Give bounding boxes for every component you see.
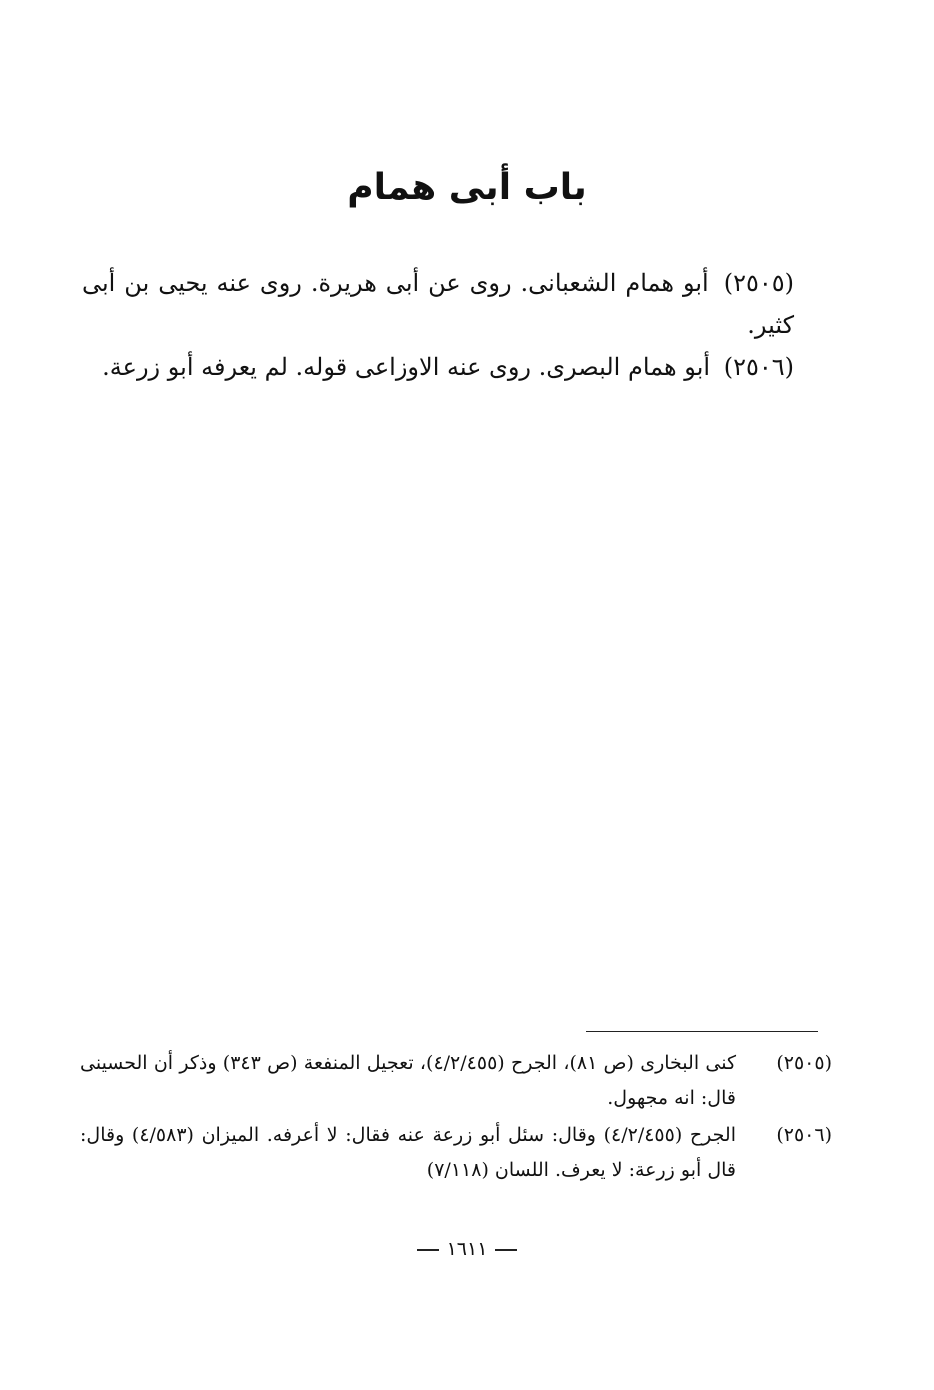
footnotes xyxy=(80,1046,832,1190)
dash xyxy=(417,1249,439,1251)
footnote-text: الجرح (٤/٢/٤٥٥) وقال: سئل أبو زرعة عنه فقال: لا أعرفه. الميزان (٤/٥٨٣) وقال: قال أبو زرعة: لا يعرف. اللسان (٧/١١٨) xyxy=(80,1124,736,1181)
footnote xyxy=(80,1118,832,1188)
footnote-separator xyxy=(586,1031,818,1032)
entry xyxy=(82,346,794,388)
dash xyxy=(495,1249,517,1251)
entry-number: (٢٥٠٥) xyxy=(723,269,794,297)
main-text xyxy=(82,262,794,388)
entry-text: أبو همام الشعبانى. روى عن أبى هريرة. روى عنه يحيى بن أبى كثير. xyxy=(82,269,794,339)
entry xyxy=(82,262,794,346)
footnote-number: (٢٥٠٥) xyxy=(776,1052,832,1074)
page-title: باب أبى همام xyxy=(347,167,587,208)
entry-number: (٢٥٠٦) xyxy=(723,353,794,381)
entry-text: أبو همام البصرى. روى عنه الاوزاعى قوله. لم يعرفه أبو زرعة. xyxy=(102,353,711,381)
page-number xyxy=(0,1234,934,1264)
footnote-number: (٢٥٠٦) xyxy=(776,1124,832,1146)
page-number-value: ١٦١١ xyxy=(446,1238,488,1260)
footnote xyxy=(80,1046,832,1116)
footnote-text: كنى البخارى (ص ٨١)، الجرح (٤/٢/٤٥٥)، تعجيل المنفعة (ص ٣٤٣) وذكر أن الحسينى قال: انه مجهول. xyxy=(80,1052,736,1109)
